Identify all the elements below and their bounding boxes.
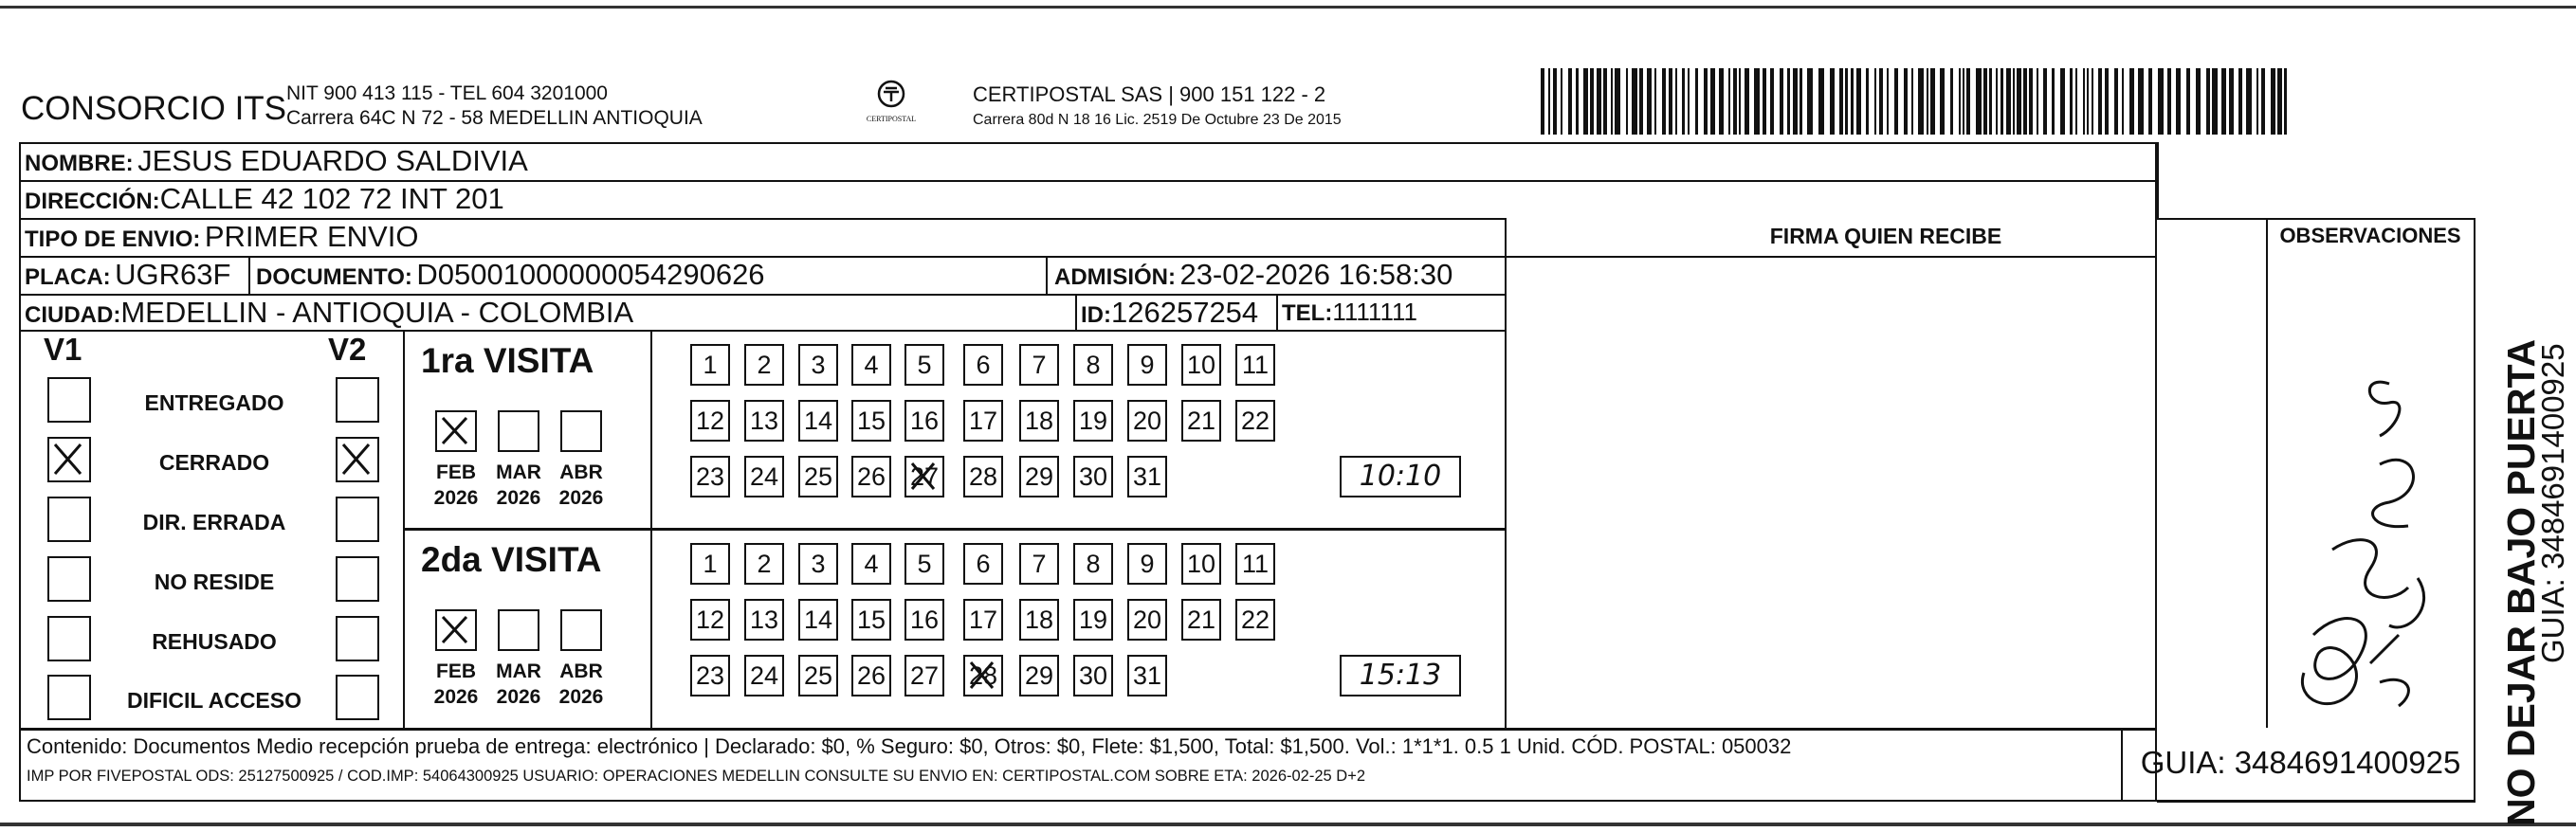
visit1-day-box[interactable]: 28 bbox=[963, 456, 1003, 497]
scan-edge-bottom bbox=[0, 823, 2576, 826]
v2-checkbox-cerrado[interactable] bbox=[336, 437, 379, 482]
tipo-value: PRIMER ENVIO bbox=[204, 220, 419, 253]
check-mark-icon bbox=[437, 412, 474, 449]
v1-checkbox-no-reside[interactable] bbox=[47, 556, 91, 602]
barcode-bar bbox=[1887, 68, 1889, 135]
barcode-bar bbox=[2029, 68, 2033, 135]
barcode-bar bbox=[1856, 68, 1861, 135]
barcode-bar bbox=[1739, 68, 1741, 135]
visit-title-2: 2da VISITA bbox=[421, 540, 602, 579]
visit2-day-box[interactable]: 3 bbox=[798, 543, 838, 585]
barcode-bar bbox=[1894, 68, 1898, 135]
barcode-bar bbox=[1682, 68, 1685, 135]
barcode-bar bbox=[2256, 68, 2258, 135]
barcode-bar bbox=[2129, 68, 2134, 135]
barcode-bar bbox=[1904, 68, 1908, 135]
barcode-bar bbox=[2017, 68, 2021, 135]
barcode-bar bbox=[2138, 68, 2144, 135]
barcode-bar bbox=[1576, 68, 1579, 135]
visit1-day-box[interactable]: 3 bbox=[798, 344, 838, 386]
visit1-day-box[interactable]: 21 bbox=[1181, 400, 1221, 442]
barcode-bar bbox=[1603, 68, 1607, 135]
visit2-day-box[interactable]: 25 bbox=[798, 655, 838, 696]
barcode-bar bbox=[1851, 68, 1854, 135]
visit2-day-box[interactable]: 1 bbox=[690, 543, 730, 585]
company-info bbox=[286, 81, 703, 131]
barcode-bar bbox=[2246, 68, 2252, 135]
barcode-bar bbox=[2186, 68, 2190, 135]
visit1-day-box[interactable]: 25 bbox=[798, 456, 838, 497]
id-value: 126257254 bbox=[1111, 296, 1259, 329]
status-label-rehusado: REHUSADO bbox=[152, 629, 277, 654]
direccion-value: CALLE 42 102 72 INT 201 bbox=[159, 182, 504, 215]
barcode-bar bbox=[1793, 68, 1798, 135]
barcode-bar bbox=[1989, 68, 1992, 135]
barcode-bar bbox=[2083, 68, 2085, 135]
visit1-day-box[interactable]: 27 bbox=[904, 456, 944, 497]
visit1-day-box[interactable]: 12 bbox=[690, 400, 730, 442]
visit2-day-box[interactable]: 4 bbox=[851, 543, 891, 585]
barcode-bar bbox=[2284, 68, 2287, 135]
v2-label: V2 bbox=[328, 332, 367, 367]
barcode-bar bbox=[2001, 68, 2003, 135]
status-label-no-reside: NO RESIDE bbox=[154, 570, 275, 594]
barcode-bar bbox=[1879, 68, 1883, 135]
visit1-day-box[interactable]: 18 bbox=[1019, 400, 1059, 442]
company-name: CONSORCIO ITS bbox=[21, 90, 287, 127]
barcode-bar bbox=[1548, 68, 1550, 135]
v2-checkbox-no-reside[interactable] bbox=[336, 556, 379, 602]
visit2-month-label: FEB 2026 bbox=[433, 660, 479, 708]
barcode-bar bbox=[2148, 68, 2152, 135]
visit2-day-box[interactable]: 28 bbox=[963, 655, 1003, 696]
barcode-bar bbox=[1675, 68, 1677, 135]
visit1-month-label: FEB 2026 bbox=[433, 461, 479, 509]
courier-info bbox=[973, 81, 1342, 133]
barcode-bar bbox=[2212, 68, 2218, 135]
barcode-bar bbox=[1632, 68, 1637, 135]
visit2-day-box[interactable]: 18 bbox=[1019, 599, 1059, 641]
barcode-bar bbox=[1763, 68, 1766, 135]
row-id: ID:126257254 bbox=[1081, 296, 1259, 329]
v1-checkbox-cerrado[interactable] bbox=[47, 437, 91, 482]
visit2-month-checkbox-abr[interactable] bbox=[560, 609, 602, 651]
barcode-bar bbox=[1733, 68, 1737, 135]
barcode-bar bbox=[1940, 68, 1945, 135]
row-documento: DOCUMENTO: D05001000000054290626 bbox=[256, 258, 765, 291]
courier-logo bbox=[853, 80, 929, 123]
barcode-bar bbox=[1918, 68, 1924, 135]
barcode-bar bbox=[1787, 68, 1790, 135]
barcode-bar bbox=[1553, 68, 1557, 135]
visit2-day-box[interactable]: 27 bbox=[904, 655, 944, 696]
barcode-bar bbox=[2261, 68, 2265, 135]
barcode-bar bbox=[1561, 68, 1562, 135]
visit1-day-box[interactable]: 10 bbox=[1181, 344, 1221, 386]
visit2-day-box[interactable]: 31 bbox=[1127, 655, 1167, 696]
visit2-day-box[interactable]: 16 bbox=[904, 599, 944, 641]
visit1-month-checkbox-mar[interactable] bbox=[498, 410, 539, 452]
visit2-month-label: MAR 2026 bbox=[496, 660, 541, 708]
barcode-bar bbox=[1927, 68, 1928, 135]
check-mark-icon bbox=[49, 439, 88, 479]
barcode-bar bbox=[1728, 68, 1730, 135]
barcode-bar bbox=[2277, 68, 2282, 135]
visit1-day-box[interactable]: 13 bbox=[744, 400, 784, 442]
visit2-day-box[interactable]: 11 bbox=[1235, 543, 1275, 585]
check-mark-icon bbox=[965, 657, 1000, 694]
barcode-bar bbox=[1695, 68, 1698, 135]
visit1-day-box[interactable]: 8 bbox=[1073, 344, 1113, 386]
barcode-bar bbox=[1976, 68, 1982, 135]
v1-label: V1 bbox=[44, 332, 82, 367]
row-tel: TEL:1111111 bbox=[1282, 298, 1417, 326]
barcode-bar bbox=[1639, 68, 1643, 135]
documento-value: D05001000000054290626 bbox=[416, 258, 765, 291]
check-mark-icon bbox=[338, 439, 376, 479]
visit2-day-box[interactable]: 13 bbox=[744, 599, 784, 641]
observaciones-header: OBSERVACIONES bbox=[2279, 224, 2461, 247]
visit1-day-box[interactable]: 30 bbox=[1073, 456, 1113, 497]
admision-value: 23-02-2026 16:58:30 bbox=[1179, 258, 1453, 291]
visit1-month-checkbox-abr[interactable] bbox=[560, 410, 602, 452]
visit1-day-box[interactable]: 11 bbox=[1235, 344, 1275, 386]
visit2-day-box[interactable]: 29 bbox=[1019, 655, 1059, 696]
visit2-day-box[interactable]: 8 bbox=[1073, 543, 1113, 585]
visit1-day-box[interactable]: 6 bbox=[963, 344, 1003, 386]
barcode-bar bbox=[2092, 68, 2093, 135]
barcode-bar bbox=[2122, 68, 2124, 135]
barcode-bar bbox=[1590, 68, 1594, 135]
barcode-bar bbox=[1996, 68, 1998, 135]
row-placa: PLACA: UGR63F bbox=[25, 258, 231, 291]
row-admision: ADMISIÓN: 23-02-2026 16:58:30 bbox=[1054, 258, 1453, 291]
barcode bbox=[1541, 68, 2299, 135]
visit2-month-checkbox-mar[interactable] bbox=[498, 609, 539, 651]
visit1-day-box[interactable]: 17 bbox=[963, 400, 1003, 442]
barcode-bar bbox=[2105, 68, 2109, 135]
visit1-day-box[interactable]: 31 bbox=[1127, 456, 1167, 497]
barcode-bar bbox=[1615, 68, 1620, 135]
barcode-bar bbox=[1959, 68, 1961, 135]
barcode-bar bbox=[1866, 68, 1869, 135]
check-mark-icon bbox=[437, 611, 474, 648]
visit2-day-box[interactable]: 14 bbox=[798, 599, 838, 641]
barcode-bar bbox=[2238, 68, 2242, 135]
visit1-day-box[interactable]: 24 bbox=[744, 456, 784, 497]
barcode-bar bbox=[1983, 68, 1987, 135]
barcode-bar bbox=[2206, 68, 2210, 135]
check-mark-icon bbox=[906, 458, 941, 495]
barcode-bar bbox=[1754, 68, 1760, 135]
barcode-bar bbox=[2114, 68, 2118, 135]
barcode-bar bbox=[1710, 68, 1715, 135]
courier-line1: CERTIPOSTAL SAS | 900 151 122 - 2 bbox=[973, 82, 1326, 106]
barcode-bar bbox=[1807, 68, 1813, 135]
barcode-bar bbox=[2098, 68, 2102, 135]
v1-checkbox-dificil-acceso[interactable] bbox=[47, 675, 91, 720]
visit1-day-box[interactable]: 14 bbox=[798, 400, 838, 442]
visit1-day-box[interactable]: 19 bbox=[1073, 400, 1113, 442]
visit1-day-box[interactable]: 15 bbox=[851, 400, 891, 442]
visit2-day-box[interactable]: 23 bbox=[690, 655, 730, 696]
barcode-bar bbox=[2060, 68, 2065, 135]
visit1-month-label: MAR 2026 bbox=[496, 461, 541, 509]
visit1-day-box[interactable]: 16 bbox=[904, 400, 944, 442]
footer-guia: GUIA: 3484691400925 bbox=[2140, 745, 2461, 780]
barcode-bar bbox=[1966, 68, 1970, 135]
visit2-day-box[interactable]: 7 bbox=[1019, 543, 1059, 585]
barcode-bar bbox=[1611, 68, 1613, 135]
company-line2: Carrera 64C N 72 - 58 MEDELLIN ANTIOQUIA bbox=[286, 107, 703, 129]
scan-edge-top bbox=[0, 6, 2576, 9]
visit2-day-box[interactable]: 22 bbox=[1235, 599, 1275, 641]
barcode-bar bbox=[1541, 68, 1544, 135]
barcode-bar bbox=[1874, 68, 1876, 135]
courier-logo-text: CERTIPOSTAL bbox=[866, 115, 917, 123]
barcode-bar bbox=[2037, 68, 2038, 135]
barcode-bar bbox=[1830, 68, 1835, 135]
v2-checkbox-dificil-acceso[interactable] bbox=[336, 675, 379, 720]
visit2-day-box[interactable]: 6 bbox=[963, 543, 1003, 585]
status-label-dir-errada: DIR. ERRADA bbox=[142, 510, 286, 534]
barcode-bar bbox=[2075, 68, 2077, 135]
visit2-day-box[interactable]: 24 bbox=[744, 655, 784, 696]
barcode-bar bbox=[2229, 68, 2234, 135]
placa-value: UGR63F bbox=[115, 258, 231, 291]
barcode-bar bbox=[1626, 68, 1628, 135]
barcode-bar bbox=[1745, 68, 1749, 135]
status-label-dificil-acceso: DIFICIL ACCESO bbox=[126, 688, 301, 713]
barcode-bar bbox=[1647, 68, 1652, 135]
barcode-bar bbox=[1719, 68, 1724, 135]
visit2-time-box[interactable]: 15:13 bbox=[1340, 655, 1461, 696]
visit1-day-box[interactable]: 22 bbox=[1235, 400, 1275, 442]
row-nombre: NOMBRE: JESUS EDUARDO SALDIVIA bbox=[25, 144, 528, 177]
barcode-bar bbox=[1583, 68, 1588, 135]
barcode-bar bbox=[1950, 68, 1953, 135]
visit-title-1: 1ra VISITA bbox=[421, 341, 594, 380]
visit2-day-box[interactable]: 12 bbox=[690, 599, 730, 641]
visit1-day-box[interactable]: 29 bbox=[1019, 456, 1059, 497]
barcode-bar bbox=[2043, 68, 2047, 135]
visit1-day-box[interactable]: 9 bbox=[1127, 344, 1167, 386]
row-direccion: DIRECCIÓN:CALLE 42 102 72 INT 201 bbox=[25, 182, 504, 215]
visit1-month-checkbox-feb[interactable] bbox=[435, 410, 477, 452]
barcode-bar bbox=[2158, 68, 2164, 135]
barcode-bar bbox=[1669, 68, 1672, 135]
barcode-bar bbox=[2221, 68, 2226, 135]
visit2-day-box[interactable]: 26 bbox=[851, 655, 891, 696]
visit2-day-box[interactable]: 21 bbox=[1181, 599, 1221, 641]
barcode-bar bbox=[1704, 68, 1708, 135]
courier-line2: Carrera 80d N 18 16 Lic. 2519 De Octubre 23 De 2015 bbox=[973, 112, 1342, 128]
visit1-day-box[interactable]: 7 bbox=[1019, 344, 1059, 386]
barcode-bar bbox=[1597, 68, 1601, 135]
visit1-day-box[interactable]: 20 bbox=[1127, 400, 1167, 442]
barcode-bar bbox=[1662, 68, 1666, 135]
barcode-bar bbox=[1654, 68, 1656, 135]
footer-contenido: Contenido: Documentos Medio recepción prueba de entrega: electrónico | Declarado: $0, % Seguro: $0, Otros: $0, Flete: $1,500, Total: $1,500. Vol.: 1*1*1. 0.5 1 Unid. CÓD. POSTAL: 050032 bbox=[27, 734, 1792, 758]
barcode-bar bbox=[1568, 68, 1572, 135]
visit1-day-box[interactable]: 5 bbox=[904, 344, 944, 386]
barcode-bar bbox=[2087, 68, 2089, 135]
visit1-day-box[interactable]: 4 bbox=[851, 344, 891, 386]
v1-checkbox-dir-errada[interactable] bbox=[47, 497, 91, 542]
barcode-bar bbox=[1911, 68, 1913, 135]
visit2-day-box[interactable]: 9 bbox=[1127, 543, 1167, 585]
visit2-day-box[interactable]: 10 bbox=[1181, 543, 1221, 585]
barcode-bar bbox=[2013, 68, 2015, 135]
v2-checkbox-rehusado[interactable] bbox=[336, 616, 379, 661]
firma-header: FIRMA QUIEN RECIBE bbox=[1769, 224, 2002, 248]
barcode-bar bbox=[2052, 68, 2055, 135]
visit1-day-box[interactable]: 26 bbox=[851, 456, 891, 497]
barcode-bar bbox=[1963, 68, 1964, 135]
status-label-cerrado: CERRADO bbox=[158, 450, 270, 475]
barcode-bar bbox=[2070, 68, 2073, 135]
barcode-bar bbox=[2006, 68, 2011, 135]
barcode-bar bbox=[1800, 68, 1802, 135]
v1-checkbox-entregado[interactable] bbox=[47, 377, 91, 423]
company-line1: NIT 900 413 115 - TEL 604 3201000 bbox=[286, 82, 608, 104]
visit2-day-box[interactable]: 30 bbox=[1073, 655, 1113, 696]
v2-checkbox-entregado[interactable] bbox=[336, 377, 379, 423]
courier-logo-icon bbox=[872, 80, 910, 110]
visit1-day-box[interactable]: 2 bbox=[744, 344, 784, 386]
barcode-bar bbox=[2167, 68, 2171, 135]
visit2-day-box[interactable]: 15 bbox=[851, 599, 891, 641]
visit2-day-box[interactable]: 5 bbox=[904, 543, 944, 585]
visit2-day-box[interactable]: 20 bbox=[1127, 599, 1167, 641]
barcode-bar bbox=[1688, 68, 1690, 135]
nombre-value: JESUS EDUARDO SALDIVIA bbox=[137, 144, 528, 177]
footer-imp: IMP POR FIVEPOSTAL ODS: 25127500925 / COD.IMP: 54064300925 USUARIO: OPERACIONES MEDELLIN CONSULTE SU ENVIO EN: CERTIPOSTAL.COM SOBRE ETA: 2026-02-25 D+2 bbox=[27, 768, 1366, 785]
visit2-day-box[interactable]: 17 bbox=[963, 599, 1003, 641]
visit2-day-box[interactable]: 2 bbox=[744, 543, 784, 585]
barcode-bar bbox=[1818, 68, 1824, 135]
barcode-bar bbox=[1780, 68, 1783, 135]
v2-checkbox-dir-errada[interactable] bbox=[336, 497, 379, 542]
barcode-bar bbox=[2176, 68, 2181, 135]
row-tipo: TIPO DE ENVIO: PRIMER ENVIO bbox=[25, 220, 419, 253]
barcode-bar bbox=[2196, 68, 2201, 135]
visit1-month-label: ABR 2026 bbox=[558, 461, 604, 509]
visit2-day-box[interactable]: 19 bbox=[1073, 599, 1113, 641]
visit1-time-box[interactable]: 10:10 bbox=[1340, 456, 1461, 497]
ciudad-value: MEDELLIN - ANTIOQUIA - COLOMBIA bbox=[120, 296, 634, 329]
v1-checkbox-rehusado[interactable] bbox=[47, 616, 91, 661]
status-label-entregado: ENTREGADO bbox=[144, 390, 284, 415]
row-ciudad: CIUDAD:MEDELLIN - ANTIOQUIA - COLOMBIA bbox=[25, 296, 634, 329]
tel-value: 1111111 bbox=[1332, 298, 1417, 326]
barcode-bar bbox=[1845, 68, 1848, 135]
barcode-bar bbox=[2023, 68, 2027, 135]
visit1-day-box[interactable]: 23 bbox=[690, 456, 730, 497]
side-warning: NO DEJAR BAJO PUERTA bbox=[2499, 338, 2543, 826]
visit2-month-label: ABR 2026 bbox=[558, 660, 604, 708]
barcode-bar bbox=[1930, 68, 1935, 135]
barcode-bar bbox=[1770, 68, 1774, 135]
visit1-day-box[interactable]: 1 bbox=[690, 344, 730, 386]
visit2-month-checkbox-feb[interactable] bbox=[435, 609, 477, 651]
barcode-bar bbox=[2271, 68, 2275, 135]
side-guia: GUIA: 3484691400925 bbox=[2535, 343, 2570, 663]
barcode-bar bbox=[1839, 68, 1843, 135]
handwritten-observation bbox=[2275, 351, 2465, 720]
